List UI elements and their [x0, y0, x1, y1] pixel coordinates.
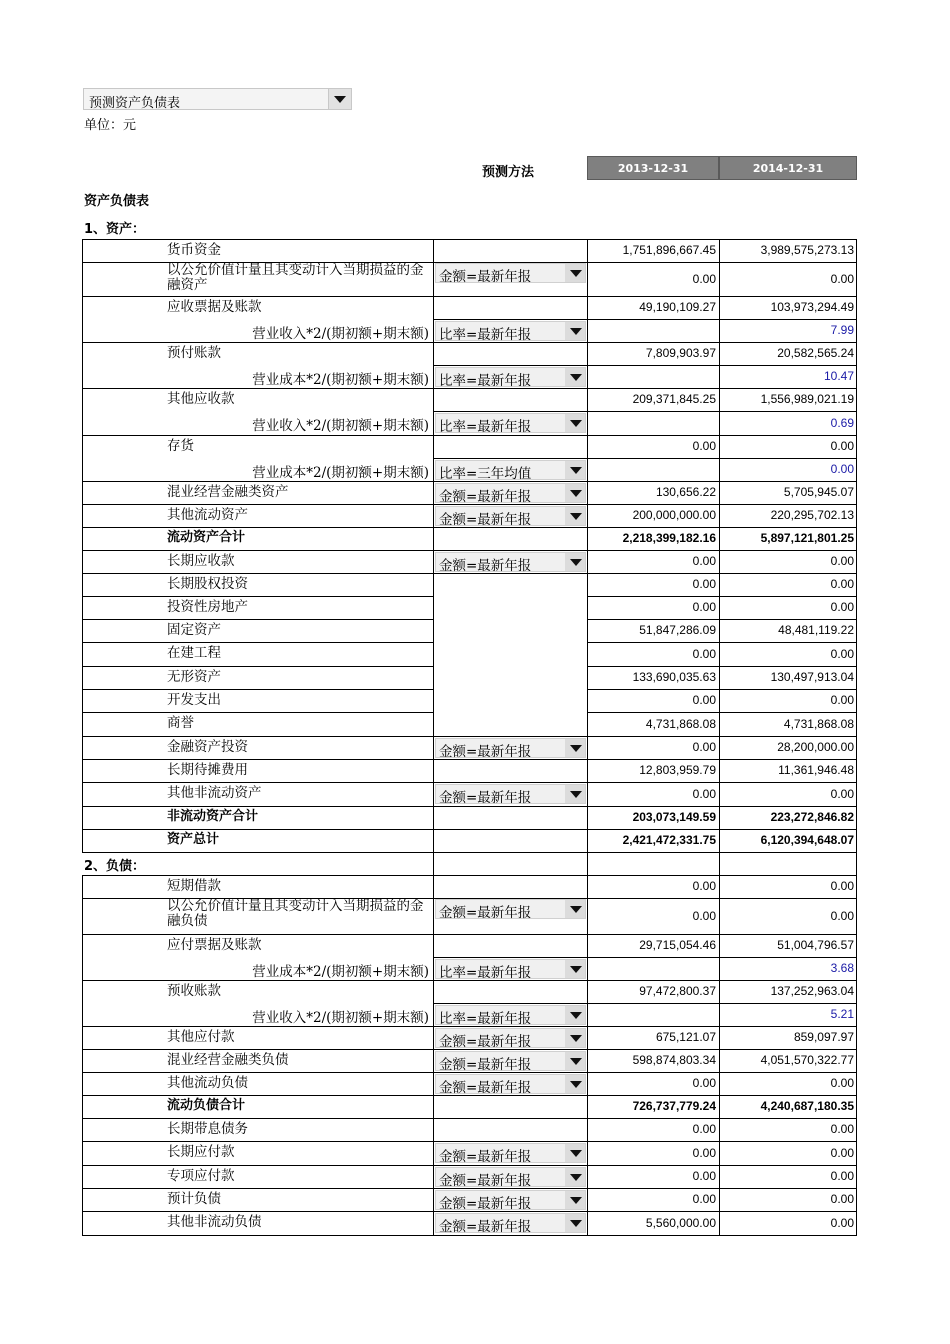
value-2013: 0.00: [692, 1122, 716, 1136]
chevron-down-icon[interactable]: [565, 507, 585, 525]
method-cell: [433, 934, 588, 958]
method-value: 金额=最新年报: [439, 790, 532, 806]
value-2014: 137,252,963.04: [770, 984, 854, 998]
value-2013: 133,690,035.63: [632, 670, 716, 684]
item-label: 货币资金: [167, 242, 221, 258]
method-value: 金额=最新年报: [439, 1173, 532, 1189]
value-2014: 3,989,575,273.13: [760, 243, 854, 257]
date-header-1: 2013-12-31: [587, 156, 719, 180]
chevron-down-icon[interactable]: [565, 1029, 585, 1047]
value-2014: 0.00: [830, 1076, 854, 1090]
sheet-title: 资产负债表: [84, 194, 150, 209]
value-2014: 0.00: [830, 462, 854, 476]
item-label: 其他非流动负债: [167, 1214, 262, 1230]
chevron-down-icon[interactable]: [565, 1191, 585, 1209]
method-value: 金额=最新年报: [439, 1149, 532, 1165]
value-2014: 48,481,119.22: [778, 623, 854, 637]
item-label: 商誉: [167, 715, 194, 731]
item-cell: [82, 239, 433, 263]
item-cell: [82, 829, 433, 853]
method-dropdown[interactable]: [435, 738, 586, 758]
value-2013: 0.00: [692, 1076, 716, 1090]
method-dropdown[interactable]: [435, 1005, 586, 1025]
method-value: 金额=最新年报: [439, 1219, 532, 1235]
item-cell: [82, 550, 433, 574]
value-2013: 97,472,800.37: [639, 984, 716, 998]
value-2013: 2,421,472,331.75: [622, 833, 716, 847]
value-2013: 29,715,054.46: [639, 938, 716, 952]
method-cell: [433, 388, 588, 412]
item-cell: [82, 1095, 433, 1119]
method-cell: [433, 980, 588, 1004]
item-cell: [82, 596, 433, 620]
value-2013: 4,731,868.08: [645, 717, 716, 731]
chevron-down-icon[interactable]: [565, 1214, 585, 1232]
section-liabilities: 2、负债：: [84, 859, 146, 874]
method-value: 金额=最新年报: [439, 269, 532, 285]
chevron-down-icon[interactable]: [565, 368, 585, 386]
method-value: 金额=最新年报: [439, 905, 532, 921]
method-dropdown[interactable]: [435, 552, 586, 572]
chevron-down-icon[interactable]: [565, 484, 585, 502]
value-2013: 0.00: [692, 439, 716, 453]
value-2014: 859,097.97: [793, 1030, 854, 1044]
item-label: 长期应付款: [167, 1144, 235, 1160]
value-2014: 0.00: [830, 577, 854, 591]
item-label: 预付账款: [167, 345, 221, 361]
item-label: 混业经营金融类资产: [167, 484, 289, 500]
item-label: 以公允价值计量且其变动计入当期损益的金融负债: [167, 898, 424, 929]
value-2014: 0.69: [830, 416, 854, 430]
method-value: 金额=最新年报: [439, 744, 532, 760]
value-2013: 0.00: [692, 879, 716, 893]
method-dropdown[interactable]: [435, 784, 586, 804]
item-label: 预收账款: [167, 983, 221, 999]
method-value: 金额=最新年报: [439, 558, 532, 574]
method-dropdown[interactable]: [435, 263, 586, 283]
chevron-down-icon[interactable]: [565, 264, 585, 282]
method-cell: [433, 573, 588, 737]
item-label: 存货: [167, 438, 194, 454]
value-2014: 0.00: [830, 879, 854, 893]
item-label: 应收票据及账款: [167, 299, 262, 315]
item-label: 短期借款: [167, 878, 221, 894]
method-dropdown[interactable]: [435, 1213, 586, 1233]
value-cell-2013: [587, 957, 720, 981]
value-2014: 0.00: [830, 272, 854, 286]
value-cell-2013: [587, 1003, 720, 1027]
item-label: 混业经营金融类负债: [167, 1052, 289, 1068]
value-2014: 20,582,565.24: [777, 346, 854, 360]
item-cell: [82, 527, 433, 551]
value-cell-2014: [719, 852, 857, 876]
value-2014: 0.00: [830, 647, 854, 661]
value-2014: 28,200,000.00: [777, 740, 854, 754]
method-value: 金额=最新年报: [439, 1057, 532, 1073]
subtotal-label: 资产总计: [167, 832, 220, 847]
value-2014: 130,497,913.04: [770, 670, 854, 684]
item-cell: [82, 875, 433, 899]
value-cell-2013: [587, 852, 720, 876]
value-2014: 0.00: [830, 787, 854, 801]
chevron-down-icon[interactable]: [565, 900, 585, 918]
item-label: 其他非流动资产: [167, 785, 262, 801]
method-column-header: 预测方法: [482, 165, 535, 180]
item-cell: [82, 619, 433, 643]
value-2014: 0.00: [830, 1146, 854, 1160]
method-dropdown[interactable]: [435, 1051, 586, 1071]
item-label: 金融资产投资: [167, 739, 248, 755]
value-cell-2013: [587, 319, 720, 343]
value-2014: 220,295,702.13: [770, 508, 854, 522]
method-value: 比率=最新年报: [439, 327, 532, 343]
item-label: 其他应付款: [167, 1029, 235, 1045]
subtotal-label: 流动资产合计: [167, 530, 246, 545]
value-2014: 4,240,687,180.35: [760, 1099, 854, 1113]
method-dropdown[interactable]: [435, 1190, 586, 1210]
ratio-formula-label: 营业成本*2/(期初额+期末额): [252, 964, 429, 980]
method-value: 比率=最新年报: [439, 1011, 532, 1027]
item-cell: [82, 1118, 433, 1142]
method-dropdown[interactable]: [435, 506, 586, 526]
ratio-formula-label: 营业收入*2/(期初额+期末额): [252, 418, 429, 434]
method-value: 比率=最新年报: [439, 965, 532, 981]
method-value: 比率=最新年报: [439, 373, 532, 389]
method-dropdown[interactable]: [435, 413, 586, 433]
value-2013: 0.00: [692, 272, 716, 286]
item-cell: [82, 712, 433, 737]
method-cell: [433, 852, 588, 876]
value-2014: 0.00: [830, 600, 854, 614]
method-cell: [433, 875, 588, 899]
chevron-down-icon[interactable]: [565, 739, 585, 757]
subtotal-label: 非流动资产合计: [167, 809, 259, 824]
value-2013: 0.00: [692, 909, 716, 923]
method-dropdown[interactable]: [435, 1167, 586, 1187]
value-2014: 0.00: [830, 1122, 854, 1136]
item-cell: [82, 573, 433, 597]
value-2013: 726,737,779.24: [632, 1099, 716, 1113]
item-cell: [82, 1141, 433, 1166]
method-dropdown[interactable]: [435, 959, 586, 979]
value-2013: 7,809,903.97: [645, 346, 716, 360]
item-cell: [82, 1188, 433, 1212]
value-2013: 0.00: [692, 693, 716, 707]
item-label: 固定资产: [167, 622, 221, 638]
value-2014: 6,120,394,648.07: [760, 833, 854, 847]
value-2014: 0.00: [830, 1169, 854, 1183]
item-label: 其他应收款: [167, 391, 235, 407]
method-dropdown[interactable]: [435, 367, 586, 387]
method-value: 金额=最新年报: [439, 489, 532, 505]
item-cell: [82, 759, 433, 783]
method-cell: [433, 759, 588, 783]
value-2013: 200,000,000.00: [632, 508, 716, 522]
item-label: 其他流动负债: [167, 1075, 248, 1091]
value-2013: 0.00: [692, 787, 716, 801]
item-cell: [82, 1026, 433, 1050]
value-2013: 0.00: [692, 740, 716, 754]
value-2013: 49,190,109.27: [639, 300, 716, 314]
value-2014: 0.00: [830, 1216, 854, 1230]
method-cell: [433, 1095, 588, 1119]
value-2013: 675,121.07: [655, 1030, 716, 1044]
method-cell: [433, 829, 588, 853]
method-dropdown[interactable]: [435, 1143, 586, 1163]
method-value: 比率=三年均值: [439, 466, 532, 482]
method-cell: [433, 296, 588, 320]
chevron-down-icon[interactable]: [565, 1052, 585, 1070]
section-assets: 1、资产：: [84, 222, 146, 237]
value-2014: 0.00: [830, 439, 854, 453]
value-2013: 5,560,000.00: [645, 1216, 716, 1230]
method-cell: [433, 527, 588, 551]
item-cell: [82, 736, 433, 760]
method-cell: [433, 342, 588, 366]
item-cell: [82, 642, 433, 667]
value-2013: 0.00: [692, 554, 716, 568]
item-cell: [82, 1072, 433, 1096]
value-2014: 51,004,796.57: [777, 938, 854, 952]
value-cell-2013: [587, 365, 720, 389]
value-2014: 5,897,121,801.25: [760, 531, 854, 545]
date-header-2: 2014-12-31: [719, 156, 857, 180]
value-2013: 130,656.22: [655, 485, 716, 499]
method-dropdown[interactable]: [435, 460, 586, 480]
method-value: 金额=最新年报: [439, 1080, 532, 1096]
value-2013: 598,874,803.34: [632, 1053, 716, 1067]
value-2013: 209,371,845.25: [632, 392, 716, 406]
value-cell-2013: [587, 458, 720, 482]
method-dropdown[interactable]: [435, 1028, 586, 1048]
method-value: 金额=最新年报: [439, 1034, 532, 1050]
value-2014: 11,361,946.48: [778, 763, 854, 777]
value-2014: 5.21: [830, 1007, 854, 1021]
item-cell: [82, 504, 433, 528]
item-label: 投资性房地产: [167, 599, 248, 615]
value-2014: 5,705,945.07: [783, 485, 854, 499]
item-cell: [82, 689, 433, 713]
value-2014: 7.99: [830, 323, 854, 337]
value-2013: 51,847,286.09: [639, 623, 716, 637]
chevron-down-icon[interactable]: [565, 1168, 585, 1186]
item-label: 长期带息债务: [167, 1121, 248, 1137]
value-2013: 0.00: [692, 1146, 716, 1160]
value-2013: 0.00: [692, 647, 716, 661]
value-2014: 0.00: [830, 554, 854, 568]
item-label: 其他流动资产: [167, 507, 248, 523]
value-2013: 203,073,149.59: [632, 810, 716, 824]
method-dropdown[interactable]: [435, 321, 586, 341]
ratio-formula-label: 营业收入*2/(期初额+期末额): [252, 326, 429, 342]
value-2014: 0.00: [830, 1192, 854, 1206]
value-2013: 0.00: [692, 577, 716, 591]
value-2013: 0.00: [692, 600, 716, 614]
value-2013: 12,803,959.79: [639, 763, 716, 777]
method-dropdown[interactable]: [435, 483, 586, 503]
method-value: 金额=最新年报: [439, 512, 532, 528]
item-label: 以公允价值计量且其变动计入当期损益的金融资产: [167, 262, 424, 293]
method-cell: [433, 806, 588, 830]
item-label: 长期股权投资: [167, 576, 248, 592]
value-2014: 4,051,570,322.77: [760, 1053, 854, 1067]
chevron-down-icon[interactable]: [565, 553, 585, 571]
chevron-down-icon[interactable]: [565, 414, 585, 432]
value-2014: 0.00: [830, 909, 854, 923]
value-2014: 1,556,989,021.19: [760, 392, 854, 406]
chevron-down-icon[interactable]: [328, 89, 351, 109]
report-type-value: 预测资产负债表: [89, 96, 181, 111]
subtotal-label: 流动负债合计: [167, 1098, 246, 1113]
chevron-down-icon[interactable]: [565, 461, 585, 479]
item-label: 无形资产: [167, 669, 221, 685]
item-cell: [82, 666, 433, 690]
value-2014: 223,272,846.82: [770, 810, 854, 824]
method-cell: [433, 435, 588, 459]
item-label: 预计负债: [167, 1191, 221, 1207]
unit-label: 单位：元: [84, 118, 137, 133]
item-label: 在建工程: [167, 645, 221, 661]
value-2013: 0.00: [692, 1192, 716, 1206]
report-type-select[interactable]: [83, 88, 352, 110]
item-label: 专项应付款: [167, 1168, 235, 1184]
value-2014: 4,731,868.08: [783, 717, 854, 731]
ratio-formula-label: 营业成本*2/(期初额+期末额): [252, 372, 429, 388]
value-2014: 0.00: [830, 693, 854, 707]
ratio-formula-label: 营业收入*2/(期初额+期末额): [252, 1010, 429, 1026]
method-dropdown[interactable]: [435, 1074, 586, 1094]
value-2013: 1,751,896,667.45: [622, 243, 716, 257]
chevron-down-icon[interactable]: [565, 1075, 585, 1093]
value-2014: 103,973,294.49: [770, 300, 854, 314]
item-label: 应付票据及账款: [167, 937, 262, 953]
chevron-down-icon[interactable]: [565, 1006, 585, 1024]
value-cell-2013: [587, 411, 720, 436]
item-cell: [82, 1165, 433, 1189]
item-label: 开发支出: [167, 692, 221, 708]
chevron-down-icon[interactable]: [565, 322, 585, 340]
value-2014: 3.68: [830, 961, 854, 975]
ratio-formula-label: 营业成本*2/(期初额+期末额): [252, 465, 429, 481]
chevron-down-icon[interactable]: [565, 1144, 585, 1162]
item-label: 长期待摊费用: [167, 762, 248, 778]
chevron-down-icon[interactable]: [565, 785, 585, 803]
method-cell: [433, 239, 588, 263]
chevron-down-icon[interactable]: [565, 960, 585, 978]
method-dropdown[interactable]: [435, 899, 586, 919]
value-2014: 10.47: [823, 369, 854, 383]
method-value: 金额=最新年报: [439, 1196, 532, 1212]
method-value: 比率=最新年报: [439, 419, 532, 435]
item-label: 长期应收款: [167, 553, 235, 569]
method-cell: [433, 1118, 588, 1142]
value-2013: 0.00: [692, 1169, 716, 1183]
value-2013: 2,218,399,182.16: [622, 531, 716, 545]
